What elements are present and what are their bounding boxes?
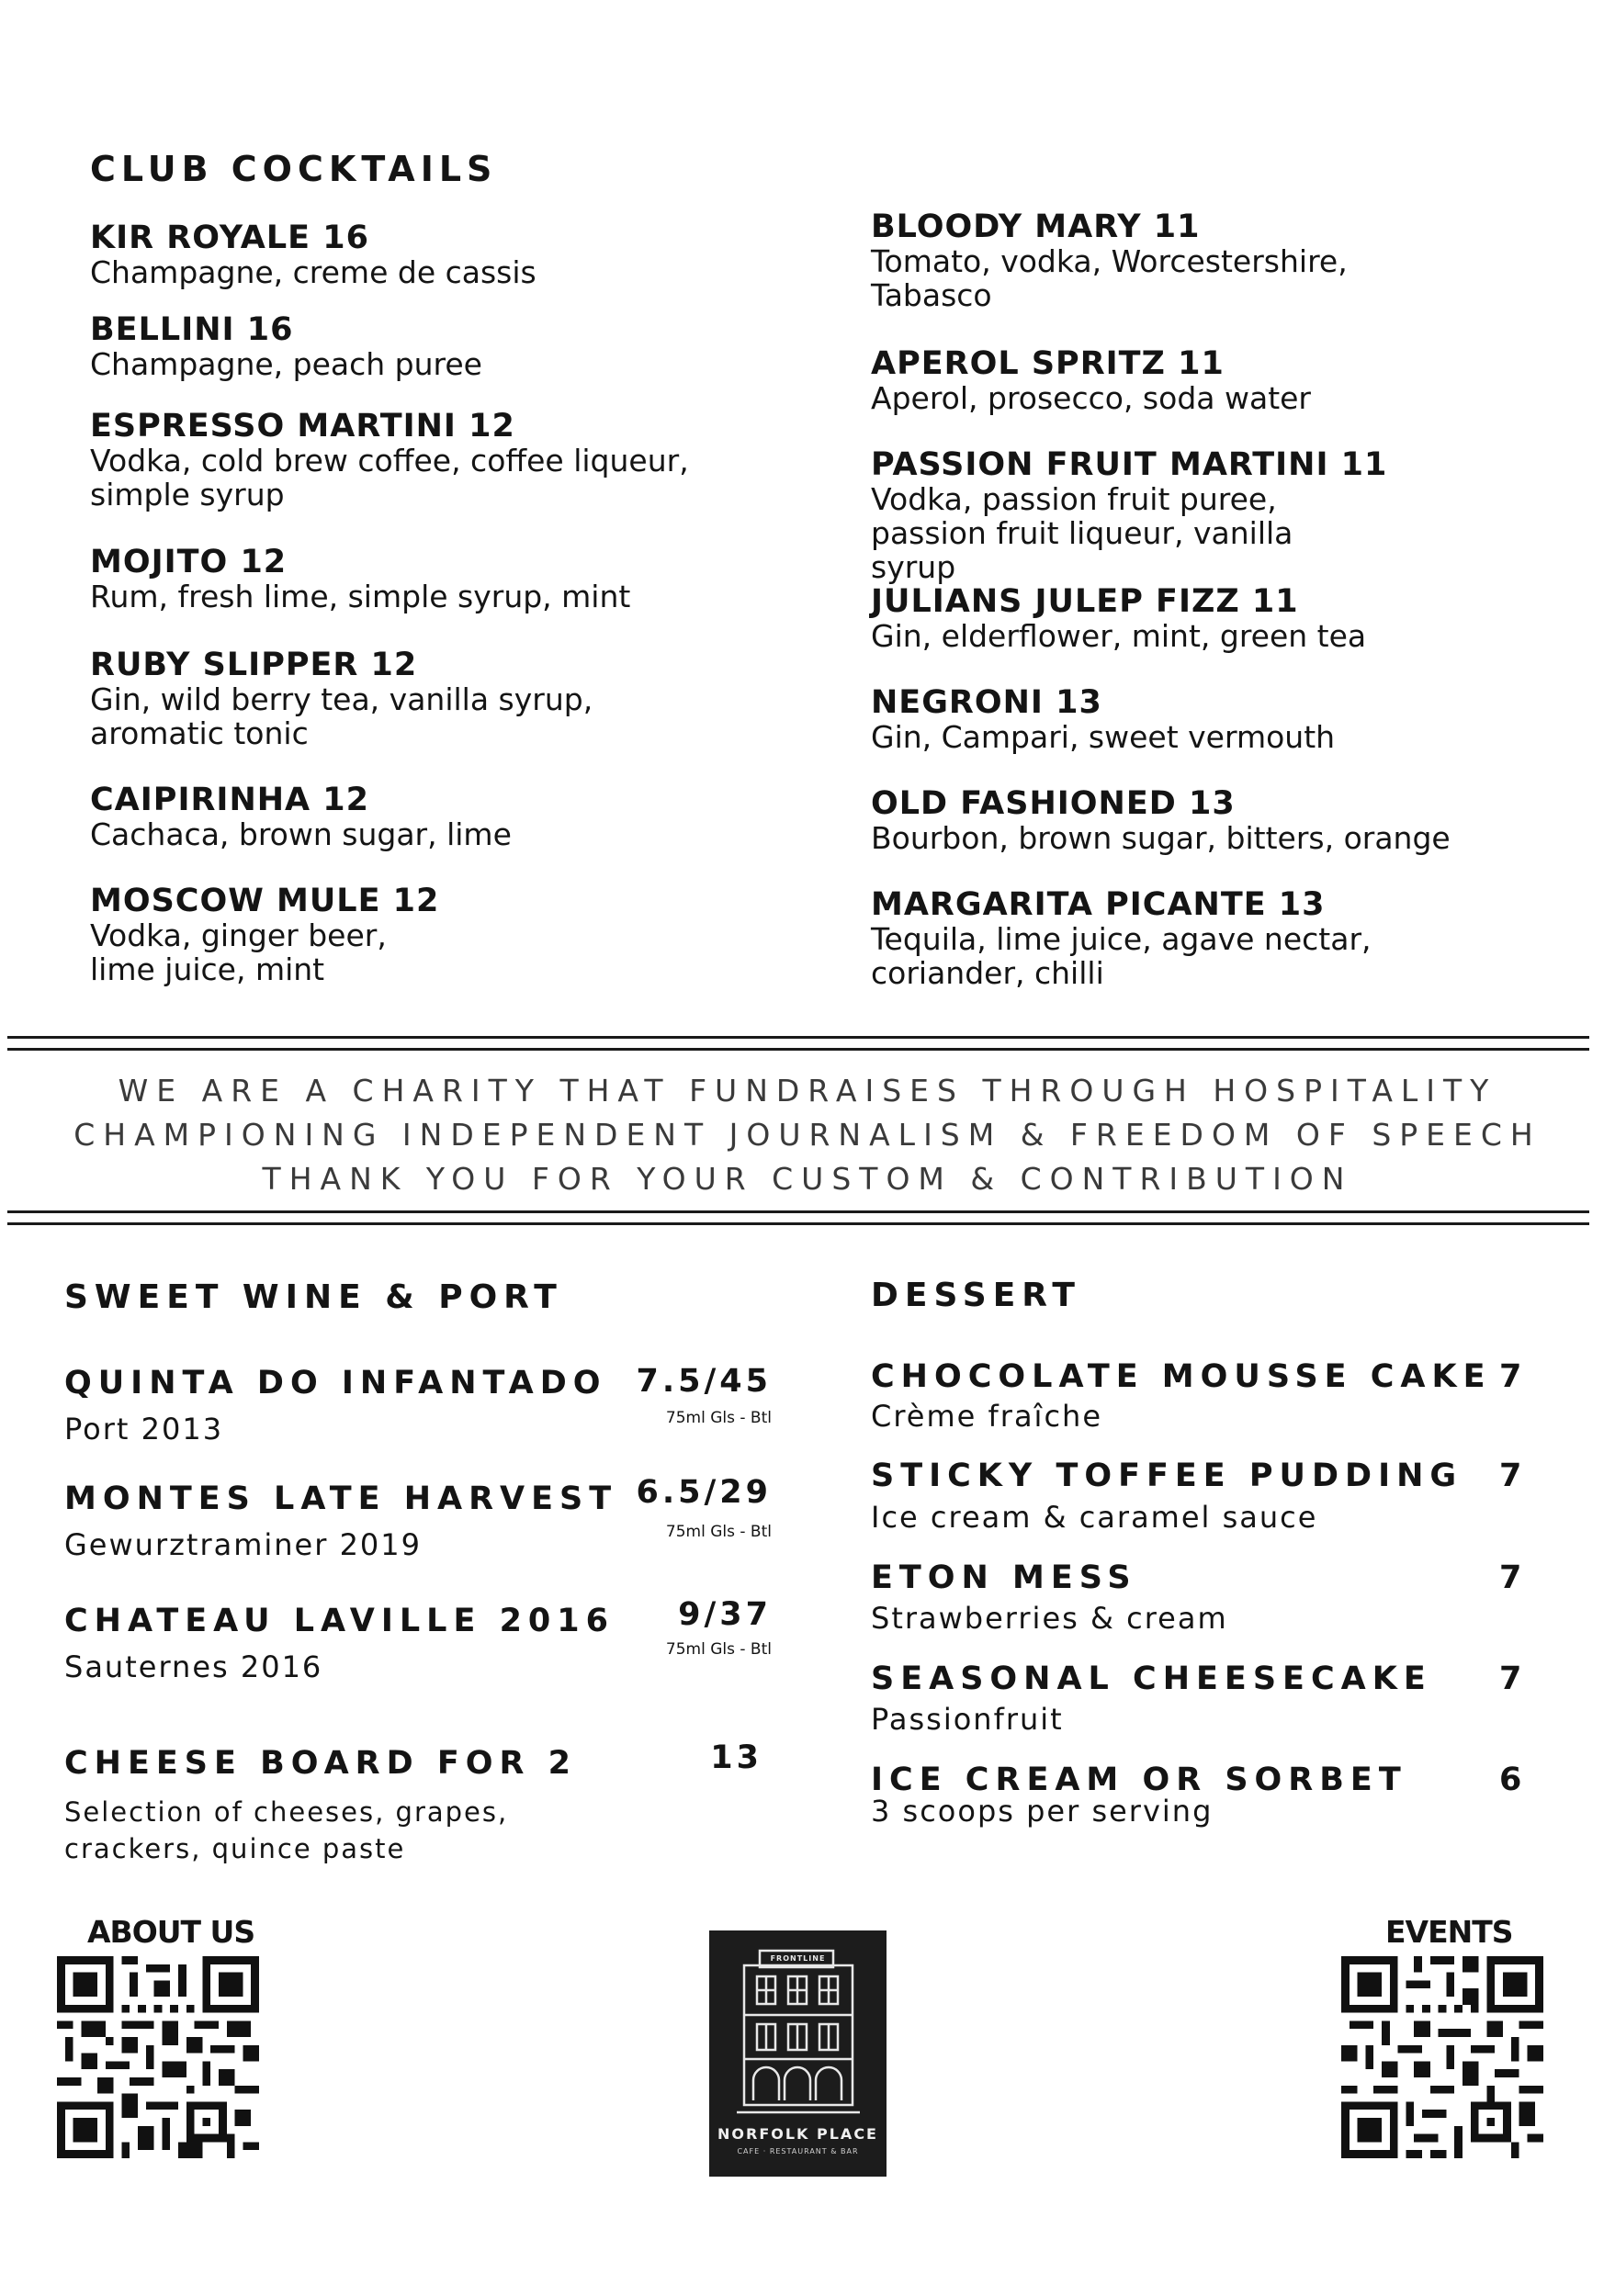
dessert-desc: Crème fraîche (871, 1399, 1102, 1434)
dessert-name: SEASONAL CHEESECAKE (871, 1660, 1432, 1697)
norfolk-place-logo (709, 1930, 887, 2177)
dessert-desc: Passionfruit (871, 1702, 1064, 1737)
cocktail-item: MARGARITA PICANTE 13 Tequila, lime juice, agave nectar, coriander, chilli (871, 886, 1372, 991)
wine-vintage: Port 2013 (64, 1412, 224, 1446)
cocktail-item: MOSCOW MULE 12 Vodka, ginger beer, lime juice, mint (90, 883, 440, 987)
divider-bottom-2 (7, 1222, 1589, 1225)
cheese-board-name: CHEESE BOARD FOR 2 (64, 1745, 578, 1782)
dessert-price: 6 (1499, 1761, 1522, 1798)
cheese-board-price: 13 (710, 1739, 762, 1776)
wine-price: 9/37 (678, 1596, 772, 1633)
dessert-price: 7 (1499, 1458, 1522, 1494)
dessert-name: ICE CREAM OR SORBET (871, 1761, 1407, 1798)
about-us-label: ABOUT US (87, 1914, 255, 1950)
cocktail-item: BELLINI 16 Champagne, peach puree (90, 311, 482, 382)
cocktail-item: JULIANS JULEP FIZZ 11 Gin, elderflower, mint, green tea (871, 583, 1367, 654)
dessert-title: DESSERT (871, 1277, 1081, 1314)
cocktail-item: ESPRESSO MARTINI 12 Vodka, cold brew coffee, coffee liqueur, simple syrup (90, 408, 689, 512)
wine-vintage: Sauternes 2016 (64, 1649, 323, 1684)
cocktail-item: NEGRONI 13 Gin, Campari, sweet vermouth (871, 684, 1336, 755)
wine-vintage: Gewurztraminer 2019 (64, 1527, 422, 1562)
wine-unit: 75ml Gls - Btl (665, 1640, 772, 1659)
cocktail-item: KIR ROYALE 16 Champagne, creme de cassis (90, 219, 536, 290)
sweet-wine-title: SWEET WINE & PORT (64, 1278, 563, 1316)
charity-line: WE ARE A CHARITY THAT FUNDRAISES THROUGH HOSPITALITY (118, 1073, 1497, 1109)
divider-top-1 (7, 1036, 1589, 1039)
dessert-price: 7 (1499, 1358, 1522, 1395)
qr-code-icon (1341, 1956, 1543, 2158)
wine-unit: 75ml Gls - Btl (665, 1523, 772, 1541)
dessert-name: STICKY TOFFEE PUDDING (871, 1458, 1463, 1494)
divider-top-2 (7, 1048, 1589, 1051)
wine-name: MONTES LATE HARVEST (64, 1480, 618, 1517)
wine-price: 7.5/45 (636, 1363, 772, 1400)
cocktail-item: PASSION FRUIT MARTINI 11 Vodka, passion fruit puree, passion fruit liqueur, vanilla syrup (871, 446, 1388, 585)
wine-price: 6.5/29 (636, 1474, 772, 1511)
wine-unit: 75ml Gls - Btl (665, 1409, 772, 1427)
logo-tagline-text: CAFE · RESTAURANT & BAR (737, 2147, 859, 2155)
cocktail-item: OLD FASHIONED 13 Bourbon, brown sugar, bitters, orange (871, 785, 1451, 856)
wine-name: CHATEAU LAVILLE 2016 (64, 1603, 615, 1639)
dessert-desc: 3 scoops per serving (871, 1794, 1214, 1829)
cocktail-item: MOJITO 12 Rum, fresh lime, simple syrup, mint (90, 544, 631, 614)
about-us-qr-code[interactable] (57, 1956, 259, 2158)
cheese-board-desc: Selection of cheeses, grapes, (64, 1796, 509, 1828)
wine-name: QUINTA DO INFANTADO (64, 1365, 607, 1401)
logo-sign-text: FRONTLINE (770, 1954, 826, 1963)
cocktail-item: RUBY SLIPPER 12 Gin, wild berry tea, vanilla syrup, aromatic tonic (90, 647, 593, 751)
cocktail-item: CAIPIRINHA 12 Cachaca, brown sugar, lime (90, 782, 512, 852)
qr-code-icon (57, 1956, 259, 2158)
dessert-price: 7 (1499, 1660, 1522, 1697)
dessert-name: CHOCOLATE MOUSSE CAKE (871, 1358, 1492, 1395)
dessert-price: 7 (1499, 1559, 1522, 1596)
dessert-name: ETON MESS (871, 1559, 1137, 1596)
logo-name-text: NORFOLK PLACE (717, 2125, 878, 2143)
charity-line: CHAMPIONING INDEPENDENT JOURNALISM & FREEDOM OF SPEECH (73, 1117, 1542, 1153)
events-label: EVENTS (1385, 1914, 1513, 1950)
cocktail-item: BLOODY MARY 11 Tomato, vodka, Worcestershire, Tabasco (871, 208, 1348, 313)
cocktail-item: APEROL SPRITZ 11 Aperol, prosecco, soda water (871, 345, 1311, 416)
cocktails-title: CLUB COCKTAILS (90, 149, 498, 189)
dessert-desc: Strawberries & cream (871, 1601, 1228, 1636)
divider-bottom-1 (7, 1210, 1589, 1213)
charity-line: THANK YOU FOR YOUR CUSTOM & CONTRIBUTION (262, 1161, 1353, 1197)
dessert-desc: Ice cream & caramel sauce (871, 1500, 1318, 1535)
events-qr-code[interactable] (1341, 1956, 1543, 2158)
cheese-board-desc: crackers, quince paste (64, 1833, 406, 1864)
